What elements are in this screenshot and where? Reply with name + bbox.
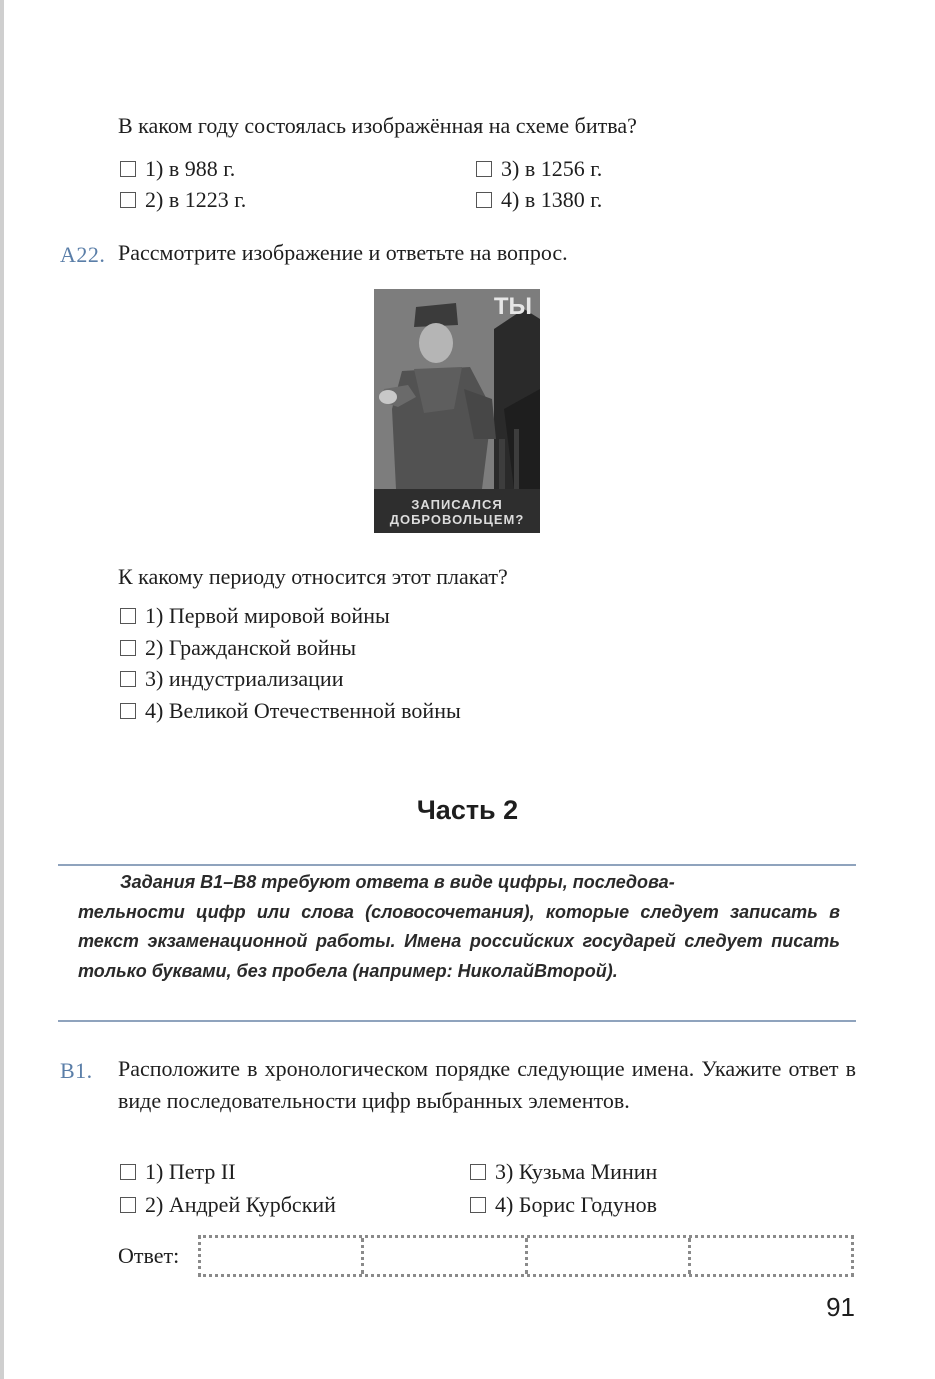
answer-grid[interactable]	[198, 1235, 854, 1277]
question-text: Расположите в хронологическом порядке следующие имена. Укажите ответ в виде последовательности цифр выбранных элементов.	[118, 1056, 856, 1113]
option-checkbox[interactable]: 4) Великой Отечественной войны	[120, 696, 461, 726]
poster-top-text: ТЫ	[493, 293, 532, 320]
poster-image	[374, 289, 540, 533]
option-checkbox[interactable]: 4) в 1380 г.	[476, 185, 602, 215]
checkbox-icon[interactable]	[476, 161, 492, 177]
option-checkbox[interactable]: 2) в 1223 г.	[120, 185, 246, 215]
option-checkbox[interactable]: 3) индустриализации	[120, 664, 343, 694]
answer-cell[interactable]	[528, 1238, 691, 1274]
checkbox-icon[interactable]	[120, 703, 136, 719]
option-checkbox[interactable]: 1) в 988 г.	[120, 154, 235, 184]
option-checkbox[interactable]: 2) Андрей Курбский	[120, 1190, 336, 1220]
page-number: 91	[826, 1292, 855, 1322]
checkbox-icon[interactable]	[470, 1164, 486, 1180]
option-checkbox[interactable]: 2) Гражданской войны	[120, 633, 356, 663]
option-checkbox[interactable]: 3) Кузьма Минин	[470, 1157, 657, 1187]
instructions-block: Задания В1–В8 требуют ответа в виде цифры, последова- тельности цифр или слова (словосочетания), которые следует записать в текст экзаменационной работы. Имена российских государей следует писать только буквами, без пробела (например: НиколайВторой).	[78, 872, 840, 981]
page-edge	[0, 0, 4, 1379]
part-title: Часть 2	[416, 795, 519, 825]
checkbox-icon[interactable]	[120, 671, 136, 687]
question-text: Рассмотрите изображение и ответьте на вопрос.	[118, 240, 568, 265]
option-checkbox[interactable]: 3) в 1256 г.	[476, 154, 602, 184]
question-text: В каком году состоялась изображённая на схеме битва?	[118, 113, 637, 138]
divider-bottom	[58, 1020, 856, 1022]
checkbox-icon[interactable]	[476, 192, 492, 208]
poster-bottom-text: ЗАПИСАЛСЯ ДОБРОВОЛЬЦЕМ?	[389, 497, 525, 527]
option-checkbox[interactable]: 4) Борис Годунов	[470, 1190, 657, 1220]
checkbox-icon[interactable]	[120, 192, 136, 208]
option-checkbox[interactable]: 1) Первой мировой войны	[120, 601, 390, 631]
checkbox-icon[interactable]	[120, 161, 136, 177]
answer-cell[interactable]	[201, 1238, 364, 1274]
question-text: К какому периоду относится этот плакат?	[118, 564, 508, 589]
divider-top	[58, 864, 856, 866]
checkbox-icon[interactable]	[120, 1164, 136, 1180]
checkbox-icon[interactable]	[120, 1197, 136, 1213]
checkbox-icon[interactable]	[120, 640, 136, 656]
answer-cell[interactable]	[364, 1238, 527, 1274]
checkbox-icon[interactable]	[120, 608, 136, 624]
option-checkbox[interactable]: 1) Петр II	[120, 1157, 236, 1187]
answer-cell[interactable]	[691, 1238, 851, 1274]
question-number: А22.	[60, 242, 106, 267]
question-number: В1.	[60, 1058, 93, 1083]
checkbox-icon[interactable]	[470, 1197, 486, 1213]
answer-label: Ответ:	[118, 1243, 180, 1268]
